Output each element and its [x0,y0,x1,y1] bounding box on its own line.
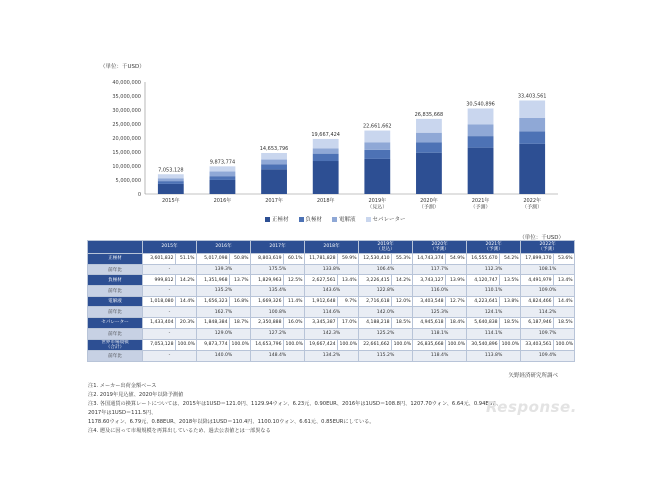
share-cell: 50.8% [230,254,251,265]
value-cell: 26,835,668 [413,339,446,350]
yoy-label-cell: 前年比 [88,286,143,297]
notes-block [88,382,508,436]
value-cell: 4,945,618 [413,318,446,329]
value-cell: 33,403,561 [521,339,554,350]
yoy-cell: 129.0% [197,328,251,339]
share-cell: 20.3% [176,318,197,329]
x-tick-label: （予測） [418,204,439,211]
value-cell: 14,653,796 [251,339,284,350]
table-header-cell: 2016年 [197,241,251,254]
y-tick-label: 10,000,000 [112,163,141,170]
value-cell: 3,345,387 [305,318,338,329]
value-cell: 4,824,466 [521,296,554,307]
legend-label: 電解液 [339,217,356,223]
yoy-cell: 109.0% [521,286,575,297]
legend-swatch [265,217,270,222]
bar-total-label: 14,653,796 [259,145,289,152]
note-line: 1178.60ウォン、6.79元、0.88EUR、2018年以降は1USD＝110.4円、1100.10ウォン、6.61元、0.85EURにしている。 [88,419,375,425]
share-cell: 13.4% [338,275,359,286]
x-tick-label: 2020年 [420,198,438,204]
share-cell: 13.4% [554,275,575,286]
yoy-cell: 108.1% [521,264,575,275]
x-tick-label: 2018年 [316,198,335,204]
bar-total-label: 9,873,774 [209,159,236,166]
legend-swatch [299,217,304,222]
value-cell: 16,555,670 [467,254,500,265]
share-cell: 18.5% [500,318,521,329]
bar-segment [261,164,287,169]
value-cell: 2,627,561 [305,275,338,286]
value-cell: 17,899,170 [521,254,554,265]
bar-segment [519,118,545,132]
bar-segment [364,150,390,159]
share-cell: 100.0% [338,339,359,350]
x-tick-label: （予測） [522,204,543,211]
table-row-label: 世界市場規模 （合計） [88,339,143,350]
yoy-cell: 106.4% [359,264,413,275]
bar-segment [261,169,287,194]
yoy-cell: - [143,286,197,297]
yoy-cell: 122.8% [359,286,413,297]
value-cell: 9,873,774 [197,339,230,350]
chart-legend [265,215,406,223]
bar-segment [364,159,390,194]
bar-segment [519,131,545,144]
share-cell: 13.7% [230,275,251,286]
bar-segment [313,139,339,148]
y-tick-label: 0 [137,191,141,198]
yoy-label-cell: 前年比 [88,350,143,361]
yoy-cell: 125.3% [413,307,467,318]
table-row-label: セパレーター [88,318,143,329]
value-cell: 4,188,218 [359,318,392,329]
y-tick-label: 15,000,000 [112,149,141,156]
value-cell: 19,667,424 [305,339,338,350]
bar-segment [210,176,236,180]
share-cell: 12.7% [446,296,467,307]
x-tick-label: （見込） [367,204,388,211]
share-cell: 17.0% [338,318,359,329]
bar-segment [158,174,184,178]
share-cell: 16.8% [230,296,251,307]
value-cell: 2,716,618 [359,296,392,307]
bar-segment [158,184,184,194]
yoy-cell: 115.2% [359,350,413,361]
share-cell: 14.4% [176,296,197,307]
yoy-cell: 125.2% [359,328,413,339]
yoy-cell: 118.1% [413,328,467,339]
table-header-cell: 2022年 （予測） [521,241,575,254]
yoy-cell: 118.4% [413,350,467,361]
table-row-label: 電解液 [88,296,143,307]
value-cell: 7,053,128 [143,339,176,350]
value-cell: 3,601,832 [143,254,176,265]
note-line: 注2. 2019年見込値、2020年以降予測値 [88,392,184,398]
table-row-label: 負極材 [88,275,143,286]
share-cell: 18.4% [446,318,467,329]
share-cell: 51.1% [176,254,197,265]
yoy-cell: 175.5% [251,264,305,275]
y-tick-label: 40,000,000 [112,79,141,86]
share-cell: 12.5% [284,275,305,286]
value-cell: 22,661,662 [359,339,392,350]
legend-item [332,215,356,223]
value-cell: 3,743,127 [413,275,446,286]
bar-total-label: 7,053,128 [158,167,184,174]
share-cell: 100.0% [554,339,575,350]
yoy-cell: - [143,307,197,318]
share-cell: 59.9% [338,254,359,265]
bar-total-label: 26,835,668 [414,111,444,118]
share-cell: 18.5% [392,318,413,329]
value-cell: 3,403,548 [413,296,446,307]
table-header-cell: 2015年 [143,241,197,254]
bar-segment [468,148,494,194]
legend-item [299,215,323,223]
note-line: 注1. メーカー出荷金額ベース [88,383,157,389]
value-cell: 11,781,828 [305,254,338,265]
bar-segment [210,172,236,177]
legend-label: 正極材 [272,217,289,223]
yoy-label-cell: 前年比 [88,328,143,339]
yoy-cell: - [143,350,197,361]
bar-segment [416,119,442,133]
value-cell: 1,018,080 [143,296,176,307]
note-line: 注3. 各国通貨の換算レートについては、2015年は1USD＝121.0円、1129.94ウォン、6.23元、0.90EUR、2016年は1USD＝108.8円、1207.70ウォン、6.64元、0.94EUR、2017年は1USD＝111.5円、 [88,401,502,416]
legend-label: セパレーター [372,217,406,223]
value-cell: 4,120,747 [467,275,500,286]
yoy-cell: 124.1% [467,307,521,318]
bar-segment [261,153,287,160]
share-cell: 9.7% [338,296,359,307]
bar-segment [210,180,236,194]
response-logo: Response. [486,398,577,416]
x-tick-label: 2019年 [368,198,387,204]
stacked-bar-chart [95,62,570,227]
yoy-cell: 109.7% [521,328,575,339]
yoy-cell: 117.7% [413,264,467,275]
share-cell: 18.7% [230,318,251,329]
bar-segment [519,144,545,194]
bar-segment [261,160,287,165]
bar-segment [519,100,545,117]
share-cell: 16.0% [284,318,305,329]
x-tick-label: （予測） [470,204,491,211]
share-cell: 14.2% [392,275,413,286]
legend-item [366,215,406,223]
bar-segment [468,124,494,136]
yoy-cell: 114.1% [467,328,521,339]
value-cell: 3,226,415 [359,275,392,286]
bar-segment [313,161,339,194]
bar-segment [313,154,339,161]
yoy-cell: 140.0% [197,350,251,361]
yoy-cell: 110.1% [467,286,521,297]
bar-segment [416,133,442,143]
share-cell: 54.9% [446,254,467,265]
yoy-cell: - [143,264,197,275]
yoy-cell: 135.2% [197,286,251,297]
share-cell: 60.1% [284,254,305,265]
yoy-cell: 148.4% [251,350,305,361]
share-cell: 13.5% [500,275,521,286]
yoy-cell: 139.3% [197,264,251,275]
bar-total-label: 33,403,561 [517,93,547,100]
share-cell: 18.5% [554,318,575,329]
data-table [87,240,575,362]
yoy-cell: 112.3% [467,264,521,275]
share-cell: 12.0% [392,296,413,307]
yoy-cell: 142.3% [305,328,359,339]
table-unit-label: （単位：千USD） [519,235,564,241]
legend-label: 負極材 [305,217,323,223]
chart-area [95,62,570,227]
yoy-cell: 134.2% [305,350,359,361]
yoy-cell: 113.8% [467,350,521,361]
value-cell: 8,803,619 [251,254,284,265]
share-cell: 55.3% [392,254,413,265]
yoy-cell: 142.0% [359,307,413,318]
value-cell: 1,912,648 [305,296,338,307]
value-cell: 1,669,326 [251,296,284,307]
yoy-cell: 109.4% [521,350,575,361]
share-cell: 100.0% [446,339,467,350]
yoy-label-cell: 前年比 [88,264,143,275]
share-cell: 13.9% [446,275,467,286]
table-header-cell: 2017年 [251,241,305,254]
y-tick-label: 20,000,000 [112,135,141,142]
x-tick-label: 2015年 [161,198,180,204]
yoy-cell: 143.6% [305,286,359,297]
source-note: 矢野経済研究所調べ [508,373,558,379]
value-cell: 1,351,968 [197,275,230,286]
share-cell: 14.2% [176,275,197,286]
x-tick-label: 2021年 [471,198,490,204]
x-tick-label: 2016年 [213,198,232,204]
yoy-cell: 127.2% [251,328,305,339]
share-cell: 100.0% [284,339,305,350]
share-cell: 53.6% [554,254,575,265]
value-cell: 1,848,384 [197,318,230,329]
value-cell: 4,491,979 [521,275,554,286]
x-tick-label: 2017年 [265,198,283,204]
share-cell: 13.8% [500,296,521,307]
legend-swatch [332,217,337,222]
bar-total-label: 30,540,896 [466,101,495,108]
value-cell: 1,433,404 [143,318,176,329]
chart-unit-label: （単位：千USD） [100,64,145,70]
legend-swatch [366,217,371,222]
share-cell: 54.2% [500,254,521,265]
yoy-cell: 162.7% [197,307,251,318]
value-cell: 999,812 [143,275,176,286]
share-cell: 100.0% [500,339,521,350]
table-header-cell [88,241,143,254]
value-cell: 5,640,838 [467,318,500,329]
legend-item [265,215,289,223]
bar-segment [158,178,184,181]
value-cell: 4,223,641 [467,296,500,307]
y-tick-label: 30,000,000 [112,107,141,114]
bar-total-label: 19,667,424 [311,131,341,138]
share-cell: 11.4% [284,296,305,307]
bar-segment [210,166,236,171]
share-cell: 100.0% [230,339,251,350]
share-cell: 14.4% [554,296,575,307]
bar-segment [468,136,494,148]
bar-segment [364,142,390,150]
yoy-cell: 135.4% [251,286,305,297]
yoy-cell: - [143,328,197,339]
yoy-cell: 116.0% [413,286,467,297]
note-line: 注4. 遡及に因って市場規模を再算出しているため、過去公表値とは一部異なる [88,428,271,434]
bar-segment [416,153,442,194]
value-cell: 1,829,963 [251,275,284,286]
value-cell: 30,540,896 [467,339,500,350]
value-cell: 2,350,888 [251,318,284,329]
value-cell: 6,187,946 [521,318,554,329]
value-cell: 14,743,374 [413,254,446,265]
share-cell: 100.0% [176,339,197,350]
yoy-cell: 114.2% [521,307,575,318]
bar-segment [158,181,184,184]
value-cell: 5,017,098 [197,254,230,265]
table-row-label: 正極材 [88,254,143,265]
y-tick-label: 35,000,000 [112,93,141,100]
bar-segment [313,148,339,153]
x-tick-label: 2022年 [523,198,542,204]
yoy-cell: 100.8% [251,307,305,318]
table-header-cell: 2018年 [305,241,359,254]
bar-segment [364,131,390,143]
bar-segment [468,108,494,124]
y-tick-label: 5,000,000 [115,177,141,184]
bar-total-label: 22,661,662 [362,123,392,130]
yoy-cell: 114.6% [305,307,359,318]
yoy-cell: 133.8% [305,264,359,275]
y-tick-label: 25,000,000 [112,121,141,128]
bar-segment [416,142,442,152]
table-header-cell: 2021年 （予測） [467,241,521,254]
table-header-cell: 2020年 （予測） [413,241,467,254]
table-header-cell: 2019年 （見込） [359,241,413,254]
share-cell: 100.0% [392,339,413,350]
value-cell: 1,656,323 [197,296,230,307]
yoy-label-cell: 前年比 [88,307,143,318]
value-cell: 12,530,410 [359,254,392,265]
